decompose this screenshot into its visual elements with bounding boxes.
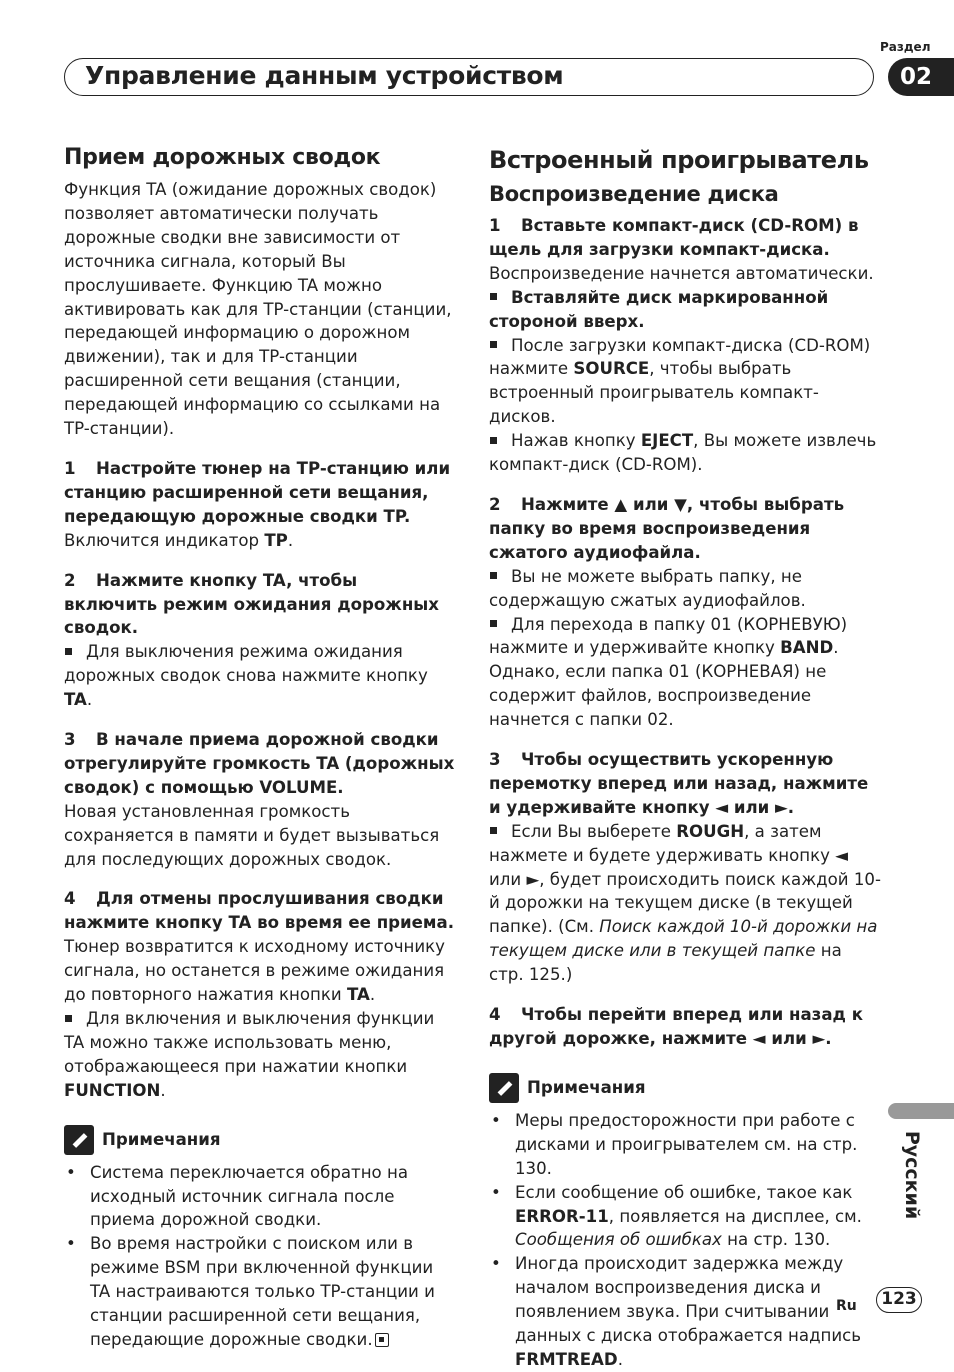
square-bullet-icon (65, 648, 72, 655)
right-notes-header: Примечания (489, 1073, 881, 1103)
left-notes-list (64, 1161, 456, 1352)
language-label: Русский (901, 1130, 923, 1220)
left-step-2: 2 Нажмите кнопку TA, чтобы включить режим ожидания дорожных сводок. (64, 570, 439, 638)
right-step-2: 2 Нажмите ▲ или ▼, чтобы выбрать папку во время воспроизведения сжатого аудиофайла. (489, 494, 845, 562)
right-step-4: 4 Чтобы перейти вперед или назад к другой дорожке, нажмите ◄ или ►. (489, 1005, 863, 1048)
left-step-4-bullet: Для включения и выключения функции TA можно также использовать меню, отображающееся при нажатии кнопки FUNCTION. (64, 1009, 435, 1100)
right-step-1-bullet-1: Вставляйте диск маркированной стороной вверх. (489, 287, 829, 331)
pencil-note-icon (489, 1073, 519, 1103)
square-bullet-icon (490, 293, 497, 300)
right-step-2-bullet-2: Для перехода в папку 01 (КОРНЕВУЮ) нажмите и удерживайте кнопку BAND. Однако, если папка 01 (КОРНЕВАЯ) не содержит файлов, воспроизведение начнется с папки 02. (489, 614, 848, 730)
chapter-title: Управление данным устройством (85, 61, 564, 90)
right-step-3: 3 Чтобы осуществить ускоренную перемотку вперед или назад, нажмите и удерживайте кнопку ◄ или ►. (489, 750, 869, 817)
square-bullet-icon (490, 437, 497, 444)
right-column (489, 144, 881, 1372)
language-tab (888, 1103, 954, 1119)
left-step-4-body: Тюнер возвратится к исходному источнику сигнала, но останется в режиме ожидания до повторного нажатия кнопки TA. (64, 937, 445, 1005)
right-step-2-bullet-1: Вы не можете выбрать папку, не содержащую сжатых аудиофайлов. (489, 566, 806, 610)
traffic-heading: Прием дорожных сводок (64, 145, 381, 170)
section-label: Раздел (880, 40, 931, 54)
disc-playback-subheading: Воспроизведение диска (489, 182, 779, 206)
left-column (64, 144, 456, 1352)
right-step-1-bullet-3: Нажав кнопку EJECT, Вы можете извлечь компакт-диск (CD-ROM). (489, 431, 877, 475)
left-step-2-bullet: Для выключения режима ожидания дорожных сводок снова нажмите кнопку TA. (64, 642, 428, 710)
chapter-header (64, 58, 874, 96)
language-code: Ru (836, 1298, 857, 1314)
page-number: 123 (876, 1287, 922, 1313)
square-bullet-icon (65, 1015, 72, 1022)
left-notes-header: Примечания (64, 1125, 456, 1155)
list-item: • Меры предосторожности при работе с дисками и проигрывателем см. на стр. 130. (489, 1109, 881, 1181)
traffic-intro: Функция TA (ожидание дорожных сводок) позволяет автоматически получать дорожные сводки вне зависимости от источника сигнала, который Вы прослушиваете. Функцию TA можно активировать как для TP-станции (станции, передающей информацию о дорожном движении), так и для TP-станции расширенной сети вещания (станции, передающей информацию со ссылками на TP-станции). (64, 180, 452, 439)
right-notes-list (489, 1109, 881, 1372)
list-item: • Во время настройки с поиском или в режиме BSM при включенной функции TA настраиваются только TP-станции и станции расширенной сети вещания, передающие дорожные сводки. (64, 1232, 456, 1352)
square-bullet-icon (490, 341, 497, 348)
pencil-note-icon (64, 1125, 94, 1155)
list-item: • Система переключается обратно на исходный источник сигнала после приема дорожной сводки. (64, 1161, 456, 1233)
left-step-1: 1 Настройте тюнер на TP-станцию или станцию расширенной сети вещания, передающую дорожные сводки TP. (64, 458, 451, 526)
builtin-player-heading: Встроенный проигрыватель (489, 146, 869, 174)
right-step-1-bullet-2: После загрузки компакт-диска (CD-ROM) нажмите SOURCE, чтобы выбрать встроенный проигрыватель компакт-дисков. (489, 335, 871, 427)
left-step-4: 4 Для отмены прослушивания сводки нажмите кнопку TA во время ее приема. (64, 889, 454, 933)
left-step-3-body: Новая установленная громкость сохраняется в памяти и будет вызываться для последующих дорожных сводок. (64, 801, 440, 869)
left-step-3: 3 В начале приема дорожной сводки отрегулируйте громкость TA (дорожных сводок) с помощью VOLUME. (64, 730, 455, 797)
right-step-3-bullet: Если Вы выберете ROUGH, а затем нажмете и будете удерживать кнопку ◄ или ►, будет происходить поиск каждой 10-й дорожки на текущем диске (в текущей папке). (См. Поиск каждой 10-й дорожки на текущем диске или в текущей папке на стр. 125.) (489, 821, 881, 985)
square-bullet-icon (490, 827, 497, 834)
right-step-1: 1 Вставьте компакт-диск (CD-ROM) в щель для загрузки компакт-диска. (489, 216, 859, 259)
list-item: • Если сообщение об ошибке, такое как ERROR-11, появляется на дисплее, см. Сообщения об ошибках на стр. 130. (489, 1181, 881, 1253)
square-bullet-icon (490, 572, 497, 579)
left-step-1-body: Включится индикатор TP. (64, 530, 294, 550)
square-bullet-icon (490, 620, 497, 627)
right-step-1-body: Воспроизведение начнется автоматически. (489, 263, 874, 283)
list-item: • Иногда происходит задержка между началом воспроизведения диска и появлением звука. При считывании данных с диска отображается надпись FRMTREAD. (489, 1252, 881, 1372)
section-number-badge: 02 (888, 58, 954, 96)
end-mark-icon (375, 1333, 389, 1347)
